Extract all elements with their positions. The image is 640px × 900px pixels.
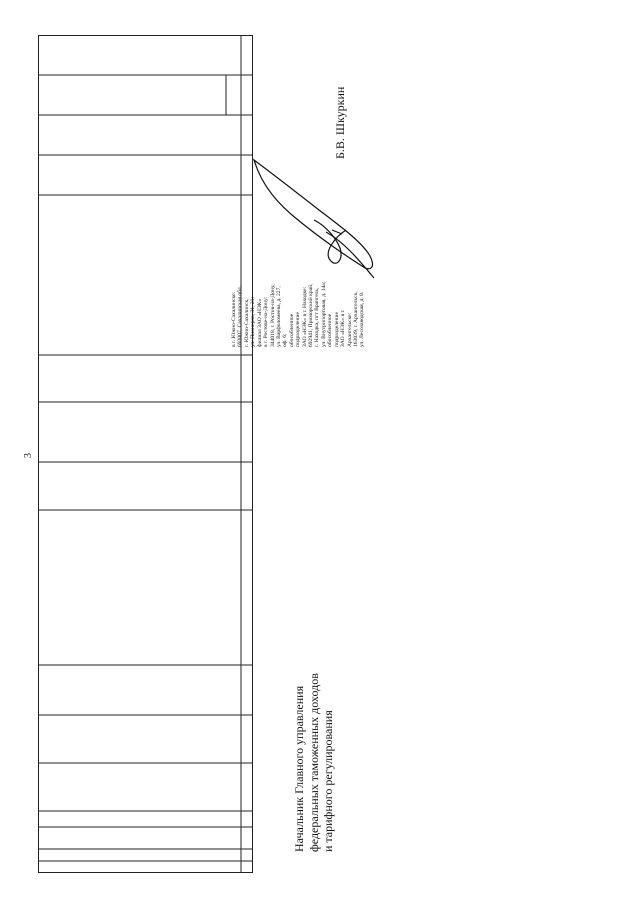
handwritten-signature — [244, 150, 389, 290]
official-title: Начальник Главного управления федеральных таможенных доходов и тарифного регулирования — [292, 673, 336, 852]
table-grid — [38, 35, 253, 873]
page-number: 3 — [23, 453, 34, 458]
data-table — [38, 35, 253, 873]
official-name: Б.В. Шкуркин — [333, 86, 347, 159]
address-cell-text: в г. Южно-Сахалинске: 693007, Сахалинская обл., г. Южно-Сахалинск, ул. Пионеров, 31, 21; филиал ЗАО «НЭК» в г. Ростове-на-Дону: 344018, г. Ростов-на-Дону, ул. Варфоломеева, д. 227, оф. 6; обособленное подразделение ЗАО «НЭК» в г. Находке: 692941, Приморский край, г. Находка, пгт Врангель, ул. Внутрипортовая, д. 14а; обособленное подразделение ЗАО «НЭК» в г. Архангельске: 163039, г. Архангельск, ул. Лесозаводская, д. 8. — [231, 281, 366, 347]
